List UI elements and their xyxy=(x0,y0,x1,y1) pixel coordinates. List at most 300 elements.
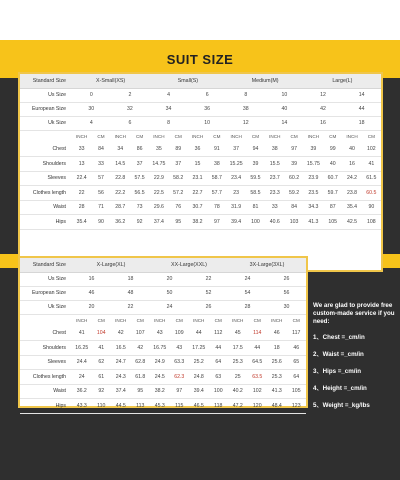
cell: 63.3 xyxy=(174,359,185,366)
cell: 36 xyxy=(204,106,211,112)
cell: 54 xyxy=(244,290,251,296)
cell: 92 xyxy=(98,388,105,395)
cell: 33 xyxy=(271,204,278,211)
cell: 23.8 xyxy=(346,189,358,196)
cell: 102 xyxy=(367,146,376,152)
measure-row xyxy=(20,186,381,201)
unit-cell: CM xyxy=(253,317,261,323)
unit-cell: CM xyxy=(251,133,260,139)
cell: 34.3 xyxy=(308,204,319,211)
cell: 65 xyxy=(293,359,300,366)
unit-cell: INCH xyxy=(346,133,358,139)
cell: 16 xyxy=(320,120,326,126)
cell: 39 xyxy=(291,160,297,167)
standard-size-label: Standard Size xyxy=(20,74,72,88)
cell: 22 xyxy=(205,276,212,282)
cell: 18 xyxy=(358,120,365,126)
cell: 46 xyxy=(293,344,300,351)
cell: 6 xyxy=(205,92,209,98)
cell: 52 xyxy=(205,290,212,296)
cell: 89 xyxy=(175,146,182,152)
cell: 36.2 xyxy=(76,388,87,395)
cell: 43.3 xyxy=(76,402,87,409)
size-table-small xyxy=(18,72,383,272)
uk-size-row xyxy=(20,300,306,314)
unit-cell: CM xyxy=(329,133,337,139)
cell: 43 xyxy=(156,330,163,336)
cell: 97 xyxy=(213,218,220,225)
cell: 43 xyxy=(176,344,183,351)
cell: 56.5 xyxy=(134,189,145,196)
cell: 95 xyxy=(137,388,144,395)
cell: 91 xyxy=(213,146,220,152)
size-header-row xyxy=(20,258,306,272)
uk-size-row xyxy=(20,116,381,130)
row-label: European Size xyxy=(31,106,66,112)
cell: 13 xyxy=(78,160,85,167)
cell: 46 xyxy=(88,290,95,296)
size-3xl-header: 3X-Large(3XL) xyxy=(228,258,306,272)
measure-row xyxy=(20,171,381,186)
cell: 115 xyxy=(175,402,184,409)
eu-size-row xyxy=(20,286,306,300)
cell: 39 xyxy=(252,160,259,167)
cell: 22 xyxy=(78,189,85,196)
size-header-row xyxy=(20,74,381,88)
cell: 64 xyxy=(293,373,300,380)
cell: 23.4 xyxy=(231,175,242,182)
cell: 118 xyxy=(214,402,223,409)
cell: 59.7 xyxy=(327,189,338,196)
cell: 109 xyxy=(174,330,184,336)
cell: 40.2 xyxy=(232,388,243,395)
row-label: Us Size xyxy=(48,276,66,282)
cell: 103 xyxy=(289,218,299,225)
cell: 23.3 xyxy=(269,189,280,196)
cell: 87 xyxy=(329,204,336,211)
cell: 17.25 xyxy=(192,344,206,351)
cell: 61 xyxy=(98,373,105,380)
cell: 113 xyxy=(136,402,145,409)
cell: 24.2 xyxy=(346,175,358,182)
cell: 44 xyxy=(358,106,365,112)
cell: 47.2 xyxy=(232,402,243,409)
size-xl-header: X-Large(XL) xyxy=(72,258,150,272)
cell: 35.4 xyxy=(76,218,87,225)
custom-service-note xyxy=(313,302,395,419)
size-l-header: Large(L) xyxy=(304,74,381,88)
cell: 16 xyxy=(88,276,95,282)
cell: 81 xyxy=(252,204,259,211)
cell: 26 xyxy=(283,276,290,282)
size-xs-header: X-Small(XS) xyxy=(72,74,149,88)
cell: 37 xyxy=(136,160,143,167)
size-table-large xyxy=(18,256,308,408)
measure-row xyxy=(20,326,306,341)
cell: 14 xyxy=(281,120,288,126)
cell: 41.3 xyxy=(271,388,282,395)
cell: 22.2 xyxy=(115,189,126,196)
cell: 60.7 xyxy=(327,175,338,182)
cell: 107 xyxy=(135,330,145,336)
page-top-margin xyxy=(0,0,400,40)
cell: 37 xyxy=(175,160,182,167)
row-label: Hips xyxy=(55,218,66,225)
cell: 100 xyxy=(251,218,260,225)
cell: 60.5 xyxy=(366,189,377,196)
unit-cell: CM xyxy=(175,317,183,323)
cell: 24.4 xyxy=(76,359,87,366)
cell: 10 xyxy=(281,92,288,98)
cell: 97 xyxy=(176,388,183,395)
cell: 14 xyxy=(358,92,365,98)
cell: 25.2 xyxy=(193,359,204,366)
cell: 40 xyxy=(281,106,288,112)
cell: 42 xyxy=(117,330,124,336)
unit-cell: CM xyxy=(136,317,144,323)
cell: 60.2 xyxy=(289,175,300,182)
measure-row xyxy=(20,384,306,399)
cell: 90 xyxy=(368,204,375,211)
measure-rows xyxy=(20,326,306,413)
cell: 44.5 xyxy=(115,402,126,409)
unit-cell: INCH xyxy=(76,317,88,323)
cell: 0 xyxy=(89,92,93,98)
cell: 15.75 xyxy=(306,160,320,167)
measure-row xyxy=(20,215,381,230)
cell: 62.8 xyxy=(135,359,146,366)
cell: 30 xyxy=(88,106,95,112)
cell: 24.5 xyxy=(154,373,165,380)
cell: 23.5 xyxy=(308,189,319,196)
cell: 22.5 xyxy=(153,189,164,196)
unit-cell: CM xyxy=(174,133,182,139)
cell: 40 xyxy=(329,160,336,167)
unit-cell: CM xyxy=(367,133,375,139)
standard-size-label: Standard Size xyxy=(20,258,72,272)
cell: 64 xyxy=(215,359,222,366)
size-chart-xs-l xyxy=(20,74,381,230)
row-label: European Size xyxy=(31,290,66,296)
eu-size-row xyxy=(20,102,381,116)
cell: 24 xyxy=(244,276,251,282)
cell: 94 xyxy=(252,146,259,152)
row-label: Chest xyxy=(52,146,66,152)
us-size-row xyxy=(20,272,306,286)
measure-row xyxy=(20,200,381,215)
cell: 48.4 xyxy=(271,402,282,409)
cell: 16.5 xyxy=(115,344,126,351)
cell: 23.9 xyxy=(308,175,319,182)
cell: 10 xyxy=(204,120,211,126)
row-label: Clothes length xyxy=(32,373,66,380)
cell: 57.5 xyxy=(134,175,145,182)
cell: 56 xyxy=(98,189,104,196)
cell: 120 xyxy=(252,402,262,409)
cell: 40 xyxy=(349,146,355,152)
row-label: Uk Size xyxy=(48,120,66,126)
cell: 15.5 xyxy=(269,160,280,167)
cell: 50 xyxy=(166,290,173,296)
cell: 35 xyxy=(156,146,162,152)
cell: 26 xyxy=(205,304,212,310)
cell: 24 xyxy=(78,373,85,380)
cell: 117 xyxy=(292,330,301,336)
cell: 112 xyxy=(214,330,223,336)
unit-row xyxy=(20,130,381,142)
measure-row xyxy=(20,142,381,157)
unit-cell: INCH xyxy=(269,133,281,139)
unit-cell: INCH xyxy=(193,317,205,323)
cell: 20 xyxy=(166,276,173,282)
cell: 15.25 xyxy=(229,160,243,167)
cell: 22.9 xyxy=(153,175,164,182)
cell: 92 xyxy=(136,218,143,225)
cell: 46 xyxy=(273,330,280,336)
cell: 8 xyxy=(167,120,170,126)
row-label: Sleeves xyxy=(47,175,66,182)
cell: 102 xyxy=(252,388,262,395)
cell: 16.25 xyxy=(75,344,89,351)
cell: 34 xyxy=(117,146,124,152)
cell: 86 xyxy=(136,146,143,152)
cell: 18 xyxy=(127,276,134,282)
cell: 31.9 xyxy=(231,204,242,211)
unit-cell: INCH xyxy=(114,133,126,139)
unit-cell: CM xyxy=(292,317,300,323)
cell: 61.8 xyxy=(135,373,146,380)
cell: 30 xyxy=(283,304,290,310)
cell: 36.2 xyxy=(115,218,126,225)
cell: 37.4 xyxy=(153,218,164,225)
unit-cell: CM xyxy=(290,133,298,139)
cell: 14.5 xyxy=(115,160,126,167)
cell: 108 xyxy=(367,218,376,225)
cell: 2 xyxy=(128,92,132,98)
cell: 78 xyxy=(213,204,220,211)
cell: 42 xyxy=(320,106,326,112)
size-chart-xl-3xl xyxy=(20,258,306,414)
cell: 4 xyxy=(167,92,170,98)
unit-spacer xyxy=(20,130,72,142)
unit-cell: INCH xyxy=(191,133,204,139)
cell: 30.7 xyxy=(192,204,203,211)
measure-row xyxy=(20,370,306,385)
unit-cell: CM xyxy=(213,133,221,139)
cell: 24.3 xyxy=(115,373,126,380)
cell: 100 xyxy=(213,388,223,395)
measure-rows xyxy=(20,142,381,229)
cell: 28 xyxy=(78,204,85,211)
service-item-height: 4、Height =_cm/in xyxy=(313,385,367,392)
row-label: Chest xyxy=(52,330,66,336)
unit-cell: INCH xyxy=(154,317,166,323)
cell: 25 xyxy=(234,373,241,380)
size-s-header: Small(S) xyxy=(149,74,226,88)
cell: 6 xyxy=(128,120,132,126)
cell: 99 xyxy=(329,146,336,152)
cell: 38 xyxy=(213,160,220,167)
cell: 38.2 xyxy=(192,218,203,225)
cell: 20 xyxy=(88,304,95,310)
cell: 12 xyxy=(320,92,326,98)
unit-cell: INCH xyxy=(115,317,127,323)
row-label: Clothes length xyxy=(32,189,66,196)
cell: 42.5 xyxy=(346,218,358,225)
cell: 32 xyxy=(127,106,133,112)
cell: 25.6 xyxy=(271,359,282,366)
cell: 97 xyxy=(291,146,297,152)
cell: 58.2 xyxy=(173,175,184,182)
cell: 25.3 xyxy=(271,373,282,380)
cell: 95 xyxy=(175,218,182,225)
cell: 28.7 xyxy=(115,204,126,211)
cell: 63.5 xyxy=(252,373,263,380)
cell: 39 xyxy=(310,146,317,152)
cell: 37 xyxy=(233,146,240,152)
unit-cell: INCH xyxy=(232,317,244,323)
cell: 110 xyxy=(97,402,106,409)
measure-row xyxy=(20,157,381,172)
cell: 76 xyxy=(175,204,182,211)
measure-row xyxy=(20,399,306,414)
measure-row xyxy=(20,341,306,356)
cell: 45 xyxy=(234,330,241,336)
cell: 33 xyxy=(98,160,104,167)
cell: 62.3 xyxy=(174,373,185,380)
unit-cell: INCH xyxy=(153,133,165,139)
cell: 14.75 xyxy=(152,160,166,167)
cell: 56 xyxy=(283,290,290,296)
cell: 15 xyxy=(194,160,201,167)
cell: 44 xyxy=(195,330,202,336)
unit-cell: CM xyxy=(136,133,144,139)
cell: 38 xyxy=(271,146,278,152)
unit-cell: INCH xyxy=(76,133,88,139)
unit-cell: CM xyxy=(97,133,105,139)
row-label: Shoulders xyxy=(42,160,66,167)
cell: 22.4 xyxy=(76,175,87,182)
cell: 35.4 xyxy=(346,204,358,211)
cell: 57.7 xyxy=(211,189,222,196)
cell: 16 xyxy=(349,160,355,167)
row-label: Us Size xyxy=(48,92,66,98)
cell: 90 xyxy=(98,218,104,225)
cell: 57 xyxy=(98,175,104,182)
unit-cell: INCH xyxy=(230,133,242,139)
cell: 44 xyxy=(254,344,261,351)
measure-row xyxy=(20,355,306,370)
cell: 41 xyxy=(98,344,105,351)
cell: 24.7 xyxy=(115,359,126,366)
cell: 58.7 xyxy=(211,175,222,182)
cell: 105 xyxy=(328,218,338,225)
cell: 84 xyxy=(98,146,104,152)
cell: 84 xyxy=(291,204,297,211)
row-label: Sleeves xyxy=(47,359,66,366)
service-item-weight: 5、Weight =_kg/lbs xyxy=(313,402,370,409)
cell: 22.7 xyxy=(192,189,203,196)
unit-cell: INCH xyxy=(271,317,283,323)
cell: 38 xyxy=(242,106,249,112)
cell: 39.4 xyxy=(193,388,204,395)
page-title: SUIT SIZE xyxy=(166,51,234,67)
row-label: Waist xyxy=(53,204,66,211)
unit-spacer xyxy=(20,314,72,326)
unit-cell: CM xyxy=(214,317,222,323)
cell: 23.7 xyxy=(269,175,280,182)
cell: 42 xyxy=(137,344,144,351)
cell: 73 xyxy=(136,204,143,211)
service-item-waist: 2、Waist =_cm/in xyxy=(313,351,364,358)
cell: 12 xyxy=(242,120,249,126)
row-label: Uk Size xyxy=(48,304,66,310)
cell: 40.6 xyxy=(269,218,280,225)
cell: 34 xyxy=(165,106,172,112)
cell: 23.1 xyxy=(192,175,203,182)
cell: 105 xyxy=(291,388,301,395)
cell: 123 xyxy=(291,402,301,409)
cell: 33 xyxy=(78,146,85,152)
cell: 71 xyxy=(98,204,104,211)
unit-cell: CM xyxy=(97,317,105,323)
cell: 64.5 xyxy=(252,359,263,366)
cell: 8 xyxy=(244,92,248,98)
row-label: Waist xyxy=(53,388,66,395)
cell: 57.2 xyxy=(173,189,184,196)
cell: 24 xyxy=(166,304,173,310)
cell: 29.6 xyxy=(153,204,164,211)
unit-cell: INCH xyxy=(307,133,320,139)
cell: 38.2 xyxy=(154,388,165,395)
us-size-row xyxy=(20,88,381,102)
cell: 41 xyxy=(78,330,85,336)
size-m-header: Medium(M) xyxy=(227,74,304,88)
cell: 58.5 xyxy=(250,189,261,196)
cell: 25.3 xyxy=(232,359,243,366)
row-label: Hips xyxy=(55,402,66,409)
size-xxl-header: XX-Large(XXL) xyxy=(150,258,228,272)
cell: 45.3 xyxy=(154,402,165,409)
cell: 37.4 xyxy=(115,388,126,395)
service-heading: We are glad to provide free custom-made service if you need: xyxy=(313,302,395,325)
unit-row xyxy=(20,314,306,326)
cell: 59.2 xyxy=(289,189,300,196)
service-item-hips: 3、Hips =_cm/in xyxy=(313,368,361,375)
cell: 22 xyxy=(127,304,134,310)
cell: 59.5 xyxy=(250,175,261,182)
cell: 28 xyxy=(244,304,251,310)
cell: 104 xyxy=(96,330,106,336)
cell: 36 xyxy=(194,146,201,152)
cell: 4 xyxy=(89,120,93,126)
row-label: Shoulders xyxy=(42,344,66,351)
cell: 23 xyxy=(233,189,240,196)
cell: 41 xyxy=(368,160,375,167)
cell: 17.5 xyxy=(232,344,243,351)
cell: 63 xyxy=(215,373,222,380)
cell: 44 xyxy=(215,344,222,351)
cell: 41.3 xyxy=(308,218,319,225)
cell: 24.9 xyxy=(154,359,165,366)
cell: 46.5 xyxy=(193,402,204,409)
cell: 114 xyxy=(253,330,262,336)
cell: 16.75 xyxy=(153,344,167,351)
cell: 24.8 xyxy=(193,373,204,380)
cell: 48 xyxy=(127,290,134,296)
cell: 18 xyxy=(273,344,280,351)
cell: 61.5 xyxy=(366,175,377,182)
